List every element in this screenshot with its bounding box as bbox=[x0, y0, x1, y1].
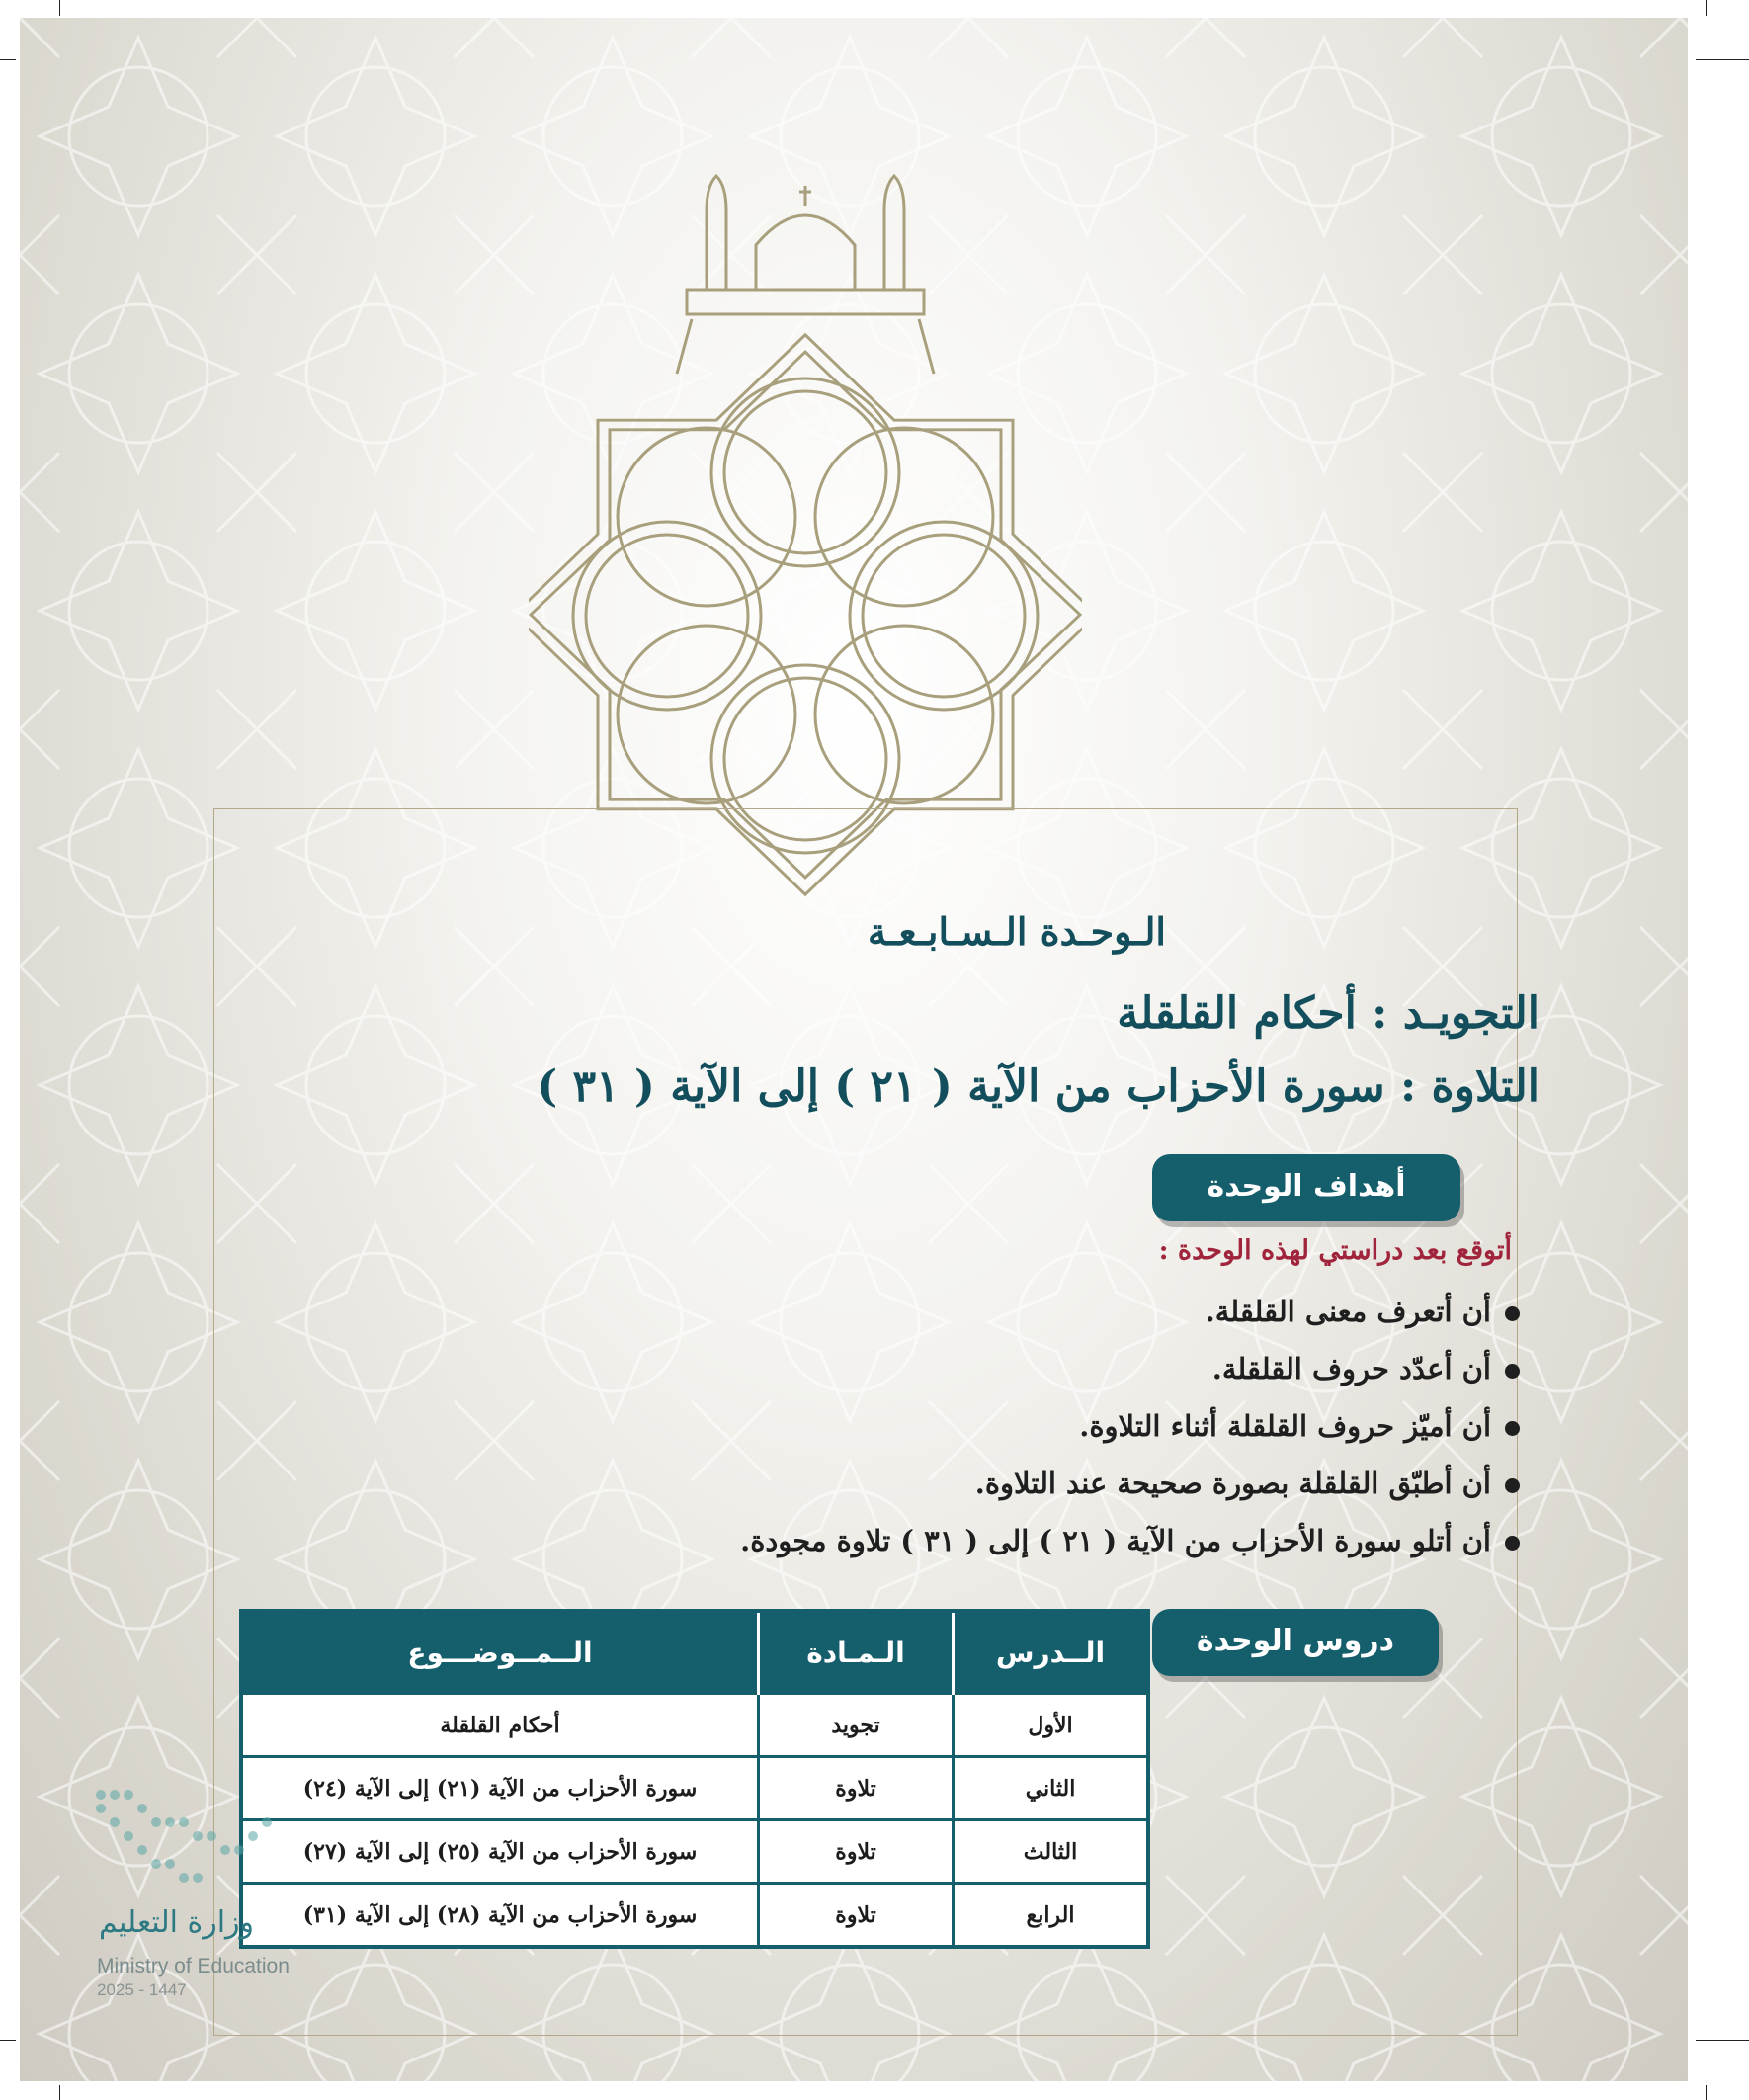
bullet-icon bbox=[1505, 1421, 1520, 1436]
lessons-table bbox=[239, 1609, 1150, 1949]
goal-item: أن أعدّد حروف القلقلة. bbox=[740, 1342, 1520, 1399]
topic-cell: سورة الأحزاب من الآية (٢٥) إلى الآية (٢٧) bbox=[241, 1820, 759, 1884]
subject-cell: تجويد bbox=[759, 1694, 954, 1757]
table-row bbox=[241, 1694, 1148, 1757]
goals-list bbox=[740, 1285, 1520, 1571]
table-header-row bbox=[241, 1611, 1148, 1694]
topic-cell: سورة الأحزاب من الآية (٢١) إلى الآية (٢٤) bbox=[241, 1757, 759, 1820]
tajweed-heading: التجويـد : أحكام القلقلة bbox=[1117, 988, 1540, 1039]
goal-item: أن أميّز حروف القلقلة أثناء التلاوة. bbox=[740, 1399, 1520, 1457]
crop-mark bbox=[1696, 2040, 1749, 2041]
header-lesson: الــدرس bbox=[954, 1611, 1149, 1694]
crop-mark bbox=[0, 2040, 16, 2041]
crop-mark bbox=[59, 0, 60, 16]
goal-item: أن أطبّق القلقلة بصورة صحيحة عند التلاوة. bbox=[740, 1457, 1520, 1514]
crop-mark bbox=[59, 2085, 60, 2100]
tilawa-heading: التلاوة : سورة الأحزاب من الآية ( ٢١ ) إلى الآية ( ٣١ ) bbox=[537, 1061, 1540, 1112]
unit-goals-badge: أهداف الوحدة bbox=[1152, 1154, 1460, 1221]
crop-mark bbox=[0, 59, 16, 60]
ministry-name-ar: وزارة التعليم bbox=[99, 1905, 255, 1940]
goal-item: أن أتلو سورة الأحزاب من الآية ( ٢١ ) إلى ( ٣١ ) تلاوة مجودة. bbox=[740, 1514, 1520, 1571]
bullet-icon bbox=[1505, 1306, 1520, 1321]
subject-cell: تلاوة bbox=[759, 1757, 954, 1820]
crop-mark bbox=[1706, 0, 1707, 16]
bullet-icon bbox=[1505, 1478, 1520, 1493]
lesson-cell: الثالث bbox=[954, 1820, 1149, 1884]
goal-item: أن أتعرف معنى القلقلة. bbox=[740, 1285, 1520, 1342]
header-subject: الـمـادة bbox=[759, 1611, 954, 1694]
bullet-icon bbox=[1505, 1536, 1520, 1551]
goals-intro: أتوقع بعد دراستي لهذه الوحدة : bbox=[1158, 1235, 1512, 1266]
unit-lessons-badge: دروس الوحدة bbox=[1152, 1609, 1439, 1676]
crop-mark bbox=[1696, 59, 1749, 60]
lesson-cell: الرابع bbox=[954, 1884, 1149, 1948]
lesson-cell: الثاني bbox=[954, 1757, 1149, 1820]
table-row bbox=[241, 1884, 1148, 1948]
header-topic: الــمــوضـــوع bbox=[241, 1611, 759, 1694]
subject-cell: تلاوة bbox=[759, 1820, 954, 1884]
ministry-year: 2025 - 1447 bbox=[97, 1980, 187, 1999]
table-row bbox=[241, 1757, 1148, 1820]
subject-cell: تلاوة bbox=[759, 1884, 954, 1948]
topic-cell: سورة الأحزاب من الآية (٢٨) إلى الآية (٣١) bbox=[241, 1884, 759, 1948]
topic-cell: أحكام القلقلة bbox=[241, 1694, 759, 1757]
crop-mark bbox=[1706, 2085, 1707, 2100]
table-row bbox=[241, 1820, 1148, 1884]
mosque-star-emblem bbox=[529, 117, 1082, 922]
lesson-cell: الأول bbox=[954, 1694, 1149, 1757]
ministry-name-en: Ministry of Education bbox=[97, 1955, 290, 1977]
unit-title: الـوحـدة الـسـابـعـة bbox=[867, 909, 1166, 954]
bullet-icon bbox=[1505, 1364, 1520, 1379]
